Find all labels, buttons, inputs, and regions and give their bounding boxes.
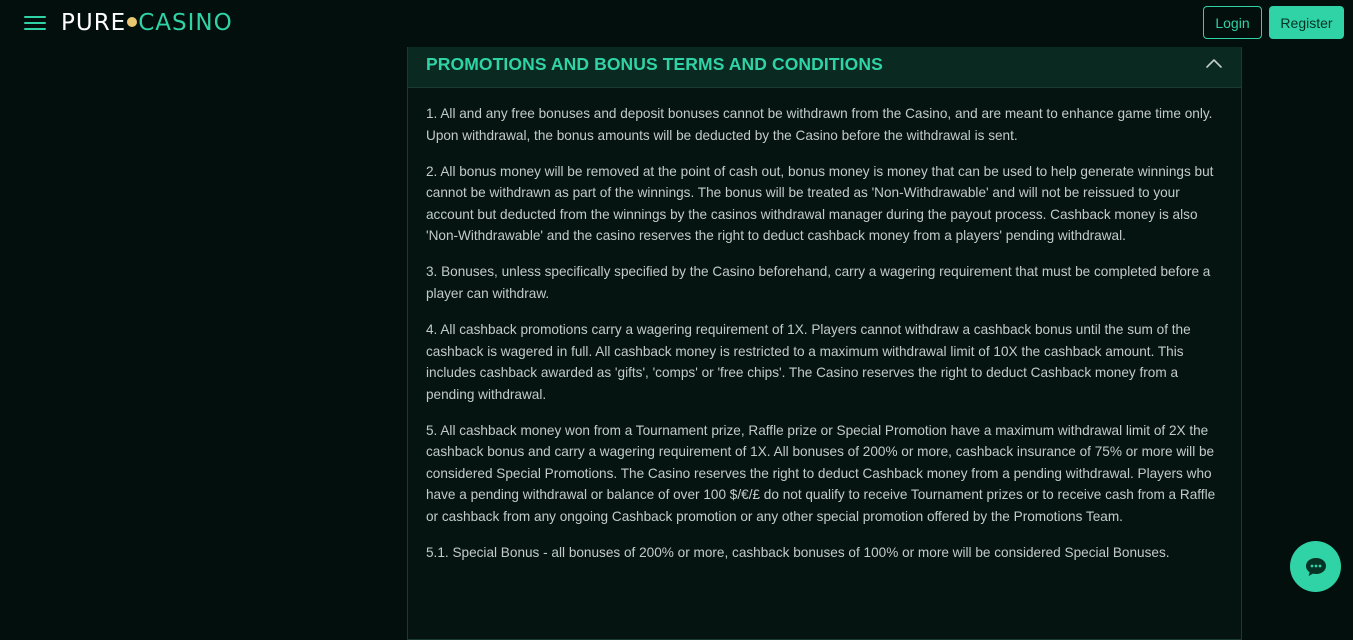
accordion-header[interactable] [408,40,1241,88]
logo-dot-icon [127,17,137,27]
top-header [0,0,1353,47]
terms-paragraph: 4. All cashback promotions carry a wagering requirement of 1X. Players cannot withdraw a cashback bonus until the sum of the cashback is wagered in full. All cashback money is restricted to a maximum withdrawal limit of 10X the cashback amount. This includes cashback awarded as 'gifts', 'comps' or 'free chips'. The Casino reserves the right to deduct Cashback money from a pending withdrawal. [426,321,1191,402]
terms-paragraph: 5.1. Special Bonus - all bonuses of 200% or more, cashback bonuses of 100% or more will be considered Special Bonuses. [426,545,1170,561]
chat-bubble-icon [1304,556,1328,578]
section-title: PROMOTIONS AND BONUS TERMS AND CONDITIONS [426,54,883,74]
hamburger-icon[interactable] [24,14,46,32]
terms-accordion-panel [407,40,1242,640]
logo-casino-text: CASINO [138,10,233,36]
terms-paragraph: 3. Bonuses, unless specifically specified by the Casino beforehand, carry a wagering requirement that must be completed before a player can withdraw. [426,264,1211,301]
terms-paragraph: 1. All and any free bonuses and deposit bonuses cannot be withdrawn from the Casino, and are meant to enhance game time only. Upon withdrawal, the bonus amounts will be deducted by the Casino before the withdrawal is sent. [426,106,1213,143]
live-chat-button[interactable] [1290,541,1341,592]
terms-paragraph: 2. All bonus money will be removed at the point of cash out, bonus money is money that can be used to help generate winnings but cannot be withdrawn as part of the winnings. The bonus will be treated as 'Non-Withdrawable' and will not be reissued to your account but deducted from the winnings by the casinos withdrawal manager during the payout process. Cashback money is also 'Non-Withdrawable' and the casino reserves the right to deduct cashback money from a players' pending withdrawal. [426,163,1214,244]
chevron-up-icon[interactable] [1205,57,1223,69]
site-logo[interactable] [61,9,233,37]
logo-pure-text: PURE [61,10,127,36]
register-button[interactable]: Register [1269,6,1344,39]
login-button[interactable]: Login [1203,6,1262,39]
terms-content [426,103,1226,578]
terms-paragraph: 5. All cashback money won from a Tournament prize, Raffle prize or Special Promotion have a maximum withdrawal limit of 2X the cashback bonus and carry a wagering requirement of 1X. All bonuses of 200% or more, cashback insurance of 75% or more will be considered Special Promotions. The Casino reserves the right to deduct Cashback money from a pending withdrawal. Players who have a pending withdrawal or balance of over 100 $/€/£ do not qualify to receive Tournament prizes or to receive cash from a Raffle or cashback from any ongoing Cashback promotion or any other special promotion offered by the Promotions Team. [426,422,1216,525]
